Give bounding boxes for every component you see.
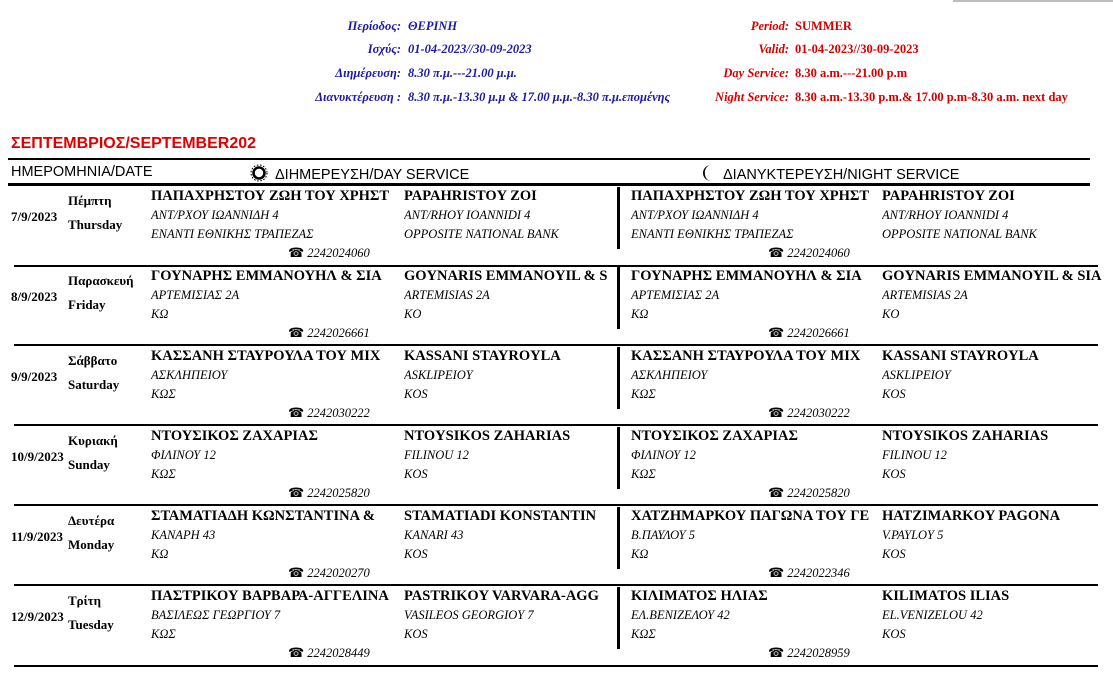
- day-phone: [288, 565, 370, 581]
- day-pharmacy-en: [404, 187, 616, 244]
- phone-number: 2242026661: [307, 326, 370, 340]
- header-greek-value: 01-04-2023//30-09-2023: [408, 42, 532, 56]
- pharmacy-area: ΚΩ: [151, 547, 169, 561]
- pharmacy-area: KOS: [882, 547, 906, 561]
- pharmacy-address: ΑΝΤ/ΡΧΟΥ ΙΩΑΝΝΙΔΗ 4: [151, 208, 279, 222]
- pharmacy-name: KASSANI STAYROYLA: [404, 348, 561, 364]
- pharmacy-address: ΦΙΛΙΝΟΥ 12: [151, 448, 216, 462]
- sun-icon: [250, 167, 275, 183]
- phone-number: 2242030222: [787, 406, 850, 420]
- day-phone: [288, 645, 370, 661]
- pharmacy-name: NTOYSIKOS ZAHARIAS: [882, 428, 1049, 444]
- phone-number: 2242025820: [787, 486, 850, 500]
- phone-number: 2242024060: [787, 246, 850, 260]
- pharmacy-address: FILINOU 12: [404, 448, 469, 462]
- row-date: 12/9/2023: [11, 609, 64, 624]
- row-weekday: [68, 429, 118, 477]
- night-pharmacy-gr: [631, 587, 879, 644]
- night-pharmacy-en: [882, 587, 1113, 644]
- night-pharmacy-en: [882, 187, 1113, 244]
- column-header-day-label: ΔΙΗΜΕΡΕΥΣΗ/DAY SERVICE: [275, 167, 470, 183]
- day-phone: [288, 325, 370, 341]
- header-greek-label: Περίοδος:: [347, 19, 401, 33]
- phone-icon: ☎: [768, 485, 785, 500]
- pharmacy-name: ΚΑΣΣΑΝΗ ΣΤΑΥΡΟΥΛΑ ΤΟΥ ΜΙΧ: [631, 348, 861, 364]
- pharmacy-area: OPPOSITE NATIONAL BANK: [404, 227, 559, 241]
- table-row: [0, 587, 1113, 667]
- night-phone: [768, 645, 850, 661]
- day-pharmacy-gr: [151, 427, 401, 484]
- column-divider: [617, 507, 620, 569]
- day-phone: [288, 245, 370, 261]
- pharmacy-name: KILIMATOS ILIAS: [882, 588, 1010, 604]
- pharmacy-address: EL.VENIZELOU 42: [882, 608, 983, 622]
- column-divider: [617, 347, 620, 409]
- row-date: 7/9/2023: [11, 209, 58, 224]
- pharmacy-area: ΕΝΑΝΤΙ ΕΘΝΙΚΗΣ ΤΡΑΠΕΖΑΣ: [631, 227, 794, 241]
- phone-icon: ☎: [288, 565, 305, 580]
- header-english-label: Valid:: [758, 42, 789, 56]
- row-date: 9/9/2023: [11, 369, 58, 384]
- pharmacy-area: ΕΝΑΝΤΙ ΕΘΝΙΚΗΣ ΤΡΑΠΕΖΑΣ: [151, 227, 314, 241]
- column-divider: [617, 587, 620, 649]
- phone-number: 2242030222: [307, 406, 370, 420]
- pharmacy-name: KASSANI STAYROYLA: [882, 348, 1039, 364]
- pharmacy-area: OPPOSITE NATIONAL BANK: [882, 227, 1037, 241]
- header-english-label: Period:: [750, 19, 789, 33]
- row-weekday: [68, 509, 114, 557]
- weekday-english: Tuesday: [68, 617, 114, 632]
- night-pharmacy-gr: [631, 187, 879, 244]
- pharmacy-area: ΚΩΣ: [631, 467, 656, 481]
- weekday-english: Thursday: [68, 217, 123, 232]
- pharmacy-area: KO: [404, 307, 422, 321]
- phone-number: 2242026661: [787, 326, 850, 340]
- pharmacy-address: ΑΣΚΛΗΠΕΙΟΥ: [631, 368, 708, 382]
- phone-icon: ☎: [768, 565, 785, 580]
- phone-icon: ☎: [768, 245, 785, 260]
- pharmacy-address: Β.ΠΑΥΛΟΥ 5: [631, 528, 695, 542]
- phone-icon: ☎: [288, 405, 305, 420]
- pharmacy-address: ARTEMISIAS 2A: [882, 288, 968, 302]
- phone-number: 2242025820: [307, 486, 370, 500]
- day-phone: [288, 405, 370, 421]
- pharmacy-address: ΑΡΤΕΜΙΣΙΑΣ 2Α: [151, 288, 240, 302]
- pharmacy-address: ASKLIPEIOY: [404, 368, 473, 382]
- phone-icon: ☎: [768, 405, 785, 420]
- row-separator: [14, 584, 1098, 586]
- pharmacy-name: ΣΤΑΜΑΤΙΑΔΗ ΚΩΝΣΤΑΝΤΙΝΑ &: [151, 508, 375, 524]
- pharmacy-name: PAPAHRISTOY ZOI: [404, 188, 537, 204]
- pharmacy-area: ΚΩ: [631, 547, 649, 561]
- header-english-value: 01-04-2023//30-09-2023: [795, 42, 919, 56]
- night-pharmacy-en: [882, 427, 1113, 484]
- pharmacy-name: ΓΟΥΝΑΡΗΣ ΕΜΜΑΝΟΥΗΛ & ΣΙΑ: [151, 268, 382, 284]
- pharmacy-name: ΚΑΣΣΑΝΗ ΣΤΑΥΡΟΥΛΑ ΤΟΥ ΜΙΧ: [151, 348, 381, 364]
- phone-icon: ☎: [288, 645, 305, 660]
- pharmacy-name: HATZIMARKOY PAGONA: [882, 508, 1061, 524]
- night-pharmacy-gr: [631, 427, 879, 484]
- phone-number: 2242028449: [307, 646, 370, 660]
- column-divider: [617, 187, 620, 249]
- phone-number: 2242028959: [787, 646, 850, 660]
- night-phone: [768, 405, 850, 421]
- phone-icon: ☎: [288, 245, 305, 260]
- header-greek-value: ΘΕΡΙΝΗ: [408, 19, 458, 33]
- pharmacy-area: ΚΩΣ: [631, 627, 656, 641]
- pharmacy-area: ΚΩΣ: [151, 387, 176, 401]
- weekday-greek: Κυριακή: [68, 433, 118, 448]
- phone-number: 2242024060: [307, 246, 370, 260]
- phone-number: 2242020270: [307, 566, 370, 580]
- top-edge-line: [953, 0, 1113, 2]
- pharmacy-name: PAPAHRISTOY ZOI: [882, 188, 1015, 204]
- pharmacy-address: ΦΙΛΙΝΟΥ 12: [631, 448, 696, 462]
- pharmacy-address: V.PAYLOY 5: [882, 528, 944, 542]
- phone-number: 2242022346: [787, 566, 850, 580]
- table-row: [0, 347, 1113, 427]
- table-row: [0, 267, 1113, 347]
- header-greek-label: Ισχύς:: [367, 42, 401, 56]
- moon-icon: [700, 167, 723, 183]
- weekday-greek: Πέμπτη: [68, 193, 112, 208]
- pharmacy-area: ΚΩΣ: [151, 627, 176, 641]
- pharmacy-address: ΕΛ.ΒΕΝΙΖΕΛΟΥ 42: [631, 608, 730, 622]
- row-date: 8/9/2023: [11, 289, 58, 304]
- pharmacy-name: ΠΑΠΑΧΡΗΣΤΟΥ ΖΩΗ ΤΟΥ ΧΡΗΣΤ: [631, 188, 870, 204]
- weekday-greek: Τρίτη: [68, 593, 102, 608]
- pharmacy-address: FILINOU 12: [882, 448, 947, 462]
- pharmacy-name: PASTRIKOY VARVARA-AGG: [404, 588, 599, 604]
- night-phone: [768, 245, 850, 261]
- pharmacy-area: ΚΩΣ: [151, 467, 176, 481]
- header-english-value: 8.30 a.m.---21.00 p.m: [795, 66, 908, 80]
- pharmacy-area: KOS: [404, 627, 428, 641]
- pharmacy-address: ASKLIPEIOY: [882, 368, 951, 382]
- weekday-english: Sunday: [68, 457, 110, 472]
- header-greek-label: Διανυκτέρευση :: [315, 90, 401, 104]
- row-weekday: [68, 189, 122, 237]
- night-pharmacy-en: [882, 507, 1113, 564]
- header-english-label: Night Service:: [715, 90, 789, 104]
- header-english-value: SUMMER: [795, 19, 852, 33]
- row-weekday: [68, 349, 119, 397]
- column-header-night-label: ΔΙΑΝΥΚΤΕΡΕΥΣΗ/NIGHT SERVICE: [723, 167, 960, 183]
- pharmacy-address: ΑΣΚΛΗΠΕΙΟΥ: [151, 368, 228, 382]
- column-divider: [617, 427, 620, 489]
- header-greek-value: 8.30 π.μ.---21.00 μ.μ.: [408, 66, 517, 80]
- pharmacy-area: KOS: [882, 387, 906, 401]
- pharmacy-name: ΚΙΛΙΜΑΤΟΣ ΗΛΙΑΣ: [631, 588, 768, 604]
- day-pharmacy-gr: [151, 587, 401, 644]
- pharmacy-address: ΑΡΤΕΜΙΣΙΑΣ 2Α: [631, 288, 720, 302]
- pharmacy-area: ΚΩ: [631, 307, 649, 321]
- pharmacy-area: KO: [882, 307, 900, 321]
- pharmacy-address: ΒΑΣΙΛΕΩΣ ΓΕΩΡΓΙΟΥ 7: [151, 608, 281, 622]
- phone-icon: ☎: [768, 645, 785, 660]
- pharmacy-name: NTOYSIKOS ZAHARIAS: [404, 428, 571, 444]
- table-header-rule: [8, 183, 1090, 186]
- night-pharmacy-gr: [631, 267, 879, 324]
- day-pharmacy-en: [404, 587, 616, 644]
- pharmacy-address: VASILEOS GEORGIOY 7: [404, 608, 534, 622]
- row-separator: [14, 424, 1098, 426]
- phone-icon: ☎: [288, 325, 305, 340]
- column-divider: [617, 267, 620, 329]
- weekday-greek: Σάββατο: [68, 353, 118, 368]
- night-phone: [768, 325, 850, 341]
- header-english-value: 8.30 a.m.-13.30 p.m.& 17.00 p.m-8.30 a.m. next day: [795, 90, 1068, 104]
- pharmacy-address: ΚΑΝΑΡΗ 43: [151, 528, 216, 542]
- row-weekday: [68, 269, 134, 317]
- row-date: 11/9/2023: [11, 529, 64, 544]
- weekday-english: Monday: [68, 537, 115, 552]
- day-pharmacy-gr: [151, 187, 401, 244]
- pharmacy-address: KANARI 43: [404, 528, 464, 542]
- column-header-date: ΗΜΕΡΟΜΗΝΙΑ/DATE: [11, 164, 153, 180]
- pharmacy-address: ANT/RHOY IOANNIDI 4: [882, 208, 1009, 222]
- day-pharmacy-gr: [151, 507, 401, 564]
- weekday-english: Saturday: [68, 377, 120, 392]
- pharmacy-name: ΓΟΥΝΑΡΗΣ ΕΜΜΑΝΟΥΗΛ & ΣΙΑ: [631, 268, 862, 284]
- pharmacy-area: KOS: [404, 387, 428, 401]
- header-greek-value: 8.30 π.μ.-13.30 μ.μ & 17.00 μ.μ.-8.30 π.μ.επομένης: [408, 90, 671, 104]
- weekday-greek: Δευτέρα: [68, 513, 115, 528]
- pharmacy-name: ΝΤΟΥΣΙΚΟΣ ΖΑΧΑΡΙΑΣ: [631, 428, 798, 444]
- row-separator: [14, 504, 1098, 506]
- night-phone: [768, 565, 850, 581]
- day-pharmacy-en: [404, 427, 616, 484]
- pharmacy-name: ΠΑΠΑΧΡΗΣΤΟΥ ΖΩΗ ΤΟΥ ΧΡΗΣΤ: [151, 188, 390, 204]
- pharmacy-name: GOYNARIS EMMANOYIL & S: [404, 268, 608, 284]
- day-pharmacy-en: [404, 507, 616, 564]
- day-pharmacy-gr: [151, 347, 401, 404]
- night-pharmacy-en: [882, 347, 1113, 404]
- pharmacy-name: GOYNARIS EMMANOYIL & SIA: [882, 268, 1102, 284]
- pharmacy-name: ΧΑΤΖΗΜΑΡΚΟΥ ΠΑΓΩΝΑ ΤΟΥ ΓΕ: [631, 508, 870, 524]
- pharmacy-area: ΚΩ: [151, 307, 169, 321]
- night-pharmacy-gr: [631, 347, 879, 404]
- pharmacy-area: ΚΩΣ: [631, 387, 656, 401]
- row-date: 10/9/2023: [11, 449, 64, 464]
- pharmacy-area: KOS: [404, 467, 428, 481]
- night-phone: [768, 485, 850, 501]
- table-row: [0, 187, 1113, 267]
- month-title: ΣΕΠΤΕΜΒΡΙΟΣ/SEPTEMBER202: [11, 135, 257, 152]
- day-phone: [288, 485, 370, 501]
- pharmacy-address: ΑΝΤ/ΡΧΟΥ ΙΩΑΝΝΙΔΗ 4: [631, 208, 759, 222]
- column-header-day-service: [250, 164, 469, 183]
- row-separator: [14, 665, 1098, 667]
- night-pharmacy-en: [882, 267, 1113, 324]
- phone-icon: ☎: [288, 485, 305, 500]
- table-row: [0, 507, 1113, 587]
- header-greek-label: Διημέρευση:: [335, 66, 401, 80]
- table-row: [0, 427, 1113, 507]
- column-header-night-service: [700, 164, 959, 183]
- pharmacy-name: ΠΑΣΤΡΙΚΟΥ ΒΑΡΒΑΡΑ-ΑΓΓΕΛΙΝΑ: [151, 588, 389, 604]
- weekday-greek: Παρασκευή: [68, 273, 134, 288]
- pharmacy-area: KOS: [882, 627, 906, 641]
- phone-icon: ☎: [768, 325, 785, 340]
- pharmacy-name: ΝΤΟΥΣΙΚΟΣ ΖΑΧΑΡΙΑΣ: [151, 428, 318, 444]
- pharmacy-area: KOS: [404, 547, 428, 561]
- pharmacy-address: ANT/RHOY IOANNIDI 4: [404, 208, 531, 222]
- weekday-english: Friday: [68, 297, 106, 312]
- row-separator: [14, 344, 1098, 346]
- day-pharmacy-gr: [151, 267, 401, 324]
- pharmacy-address: ARTEMISIAS 2A: [404, 288, 490, 302]
- pharmacy-name: STAMATIADI KONSTANTIN: [404, 508, 597, 524]
- day-pharmacy-en: [404, 267, 616, 324]
- day-pharmacy-en: [404, 347, 616, 404]
- header-english-label: Day Service:: [723, 66, 789, 80]
- table-top-rule: [8, 158, 1090, 160]
- row-weekday: [68, 589, 114, 637]
- night-pharmacy-gr: [631, 507, 879, 564]
- pharmacy-area: KOS: [882, 467, 906, 481]
